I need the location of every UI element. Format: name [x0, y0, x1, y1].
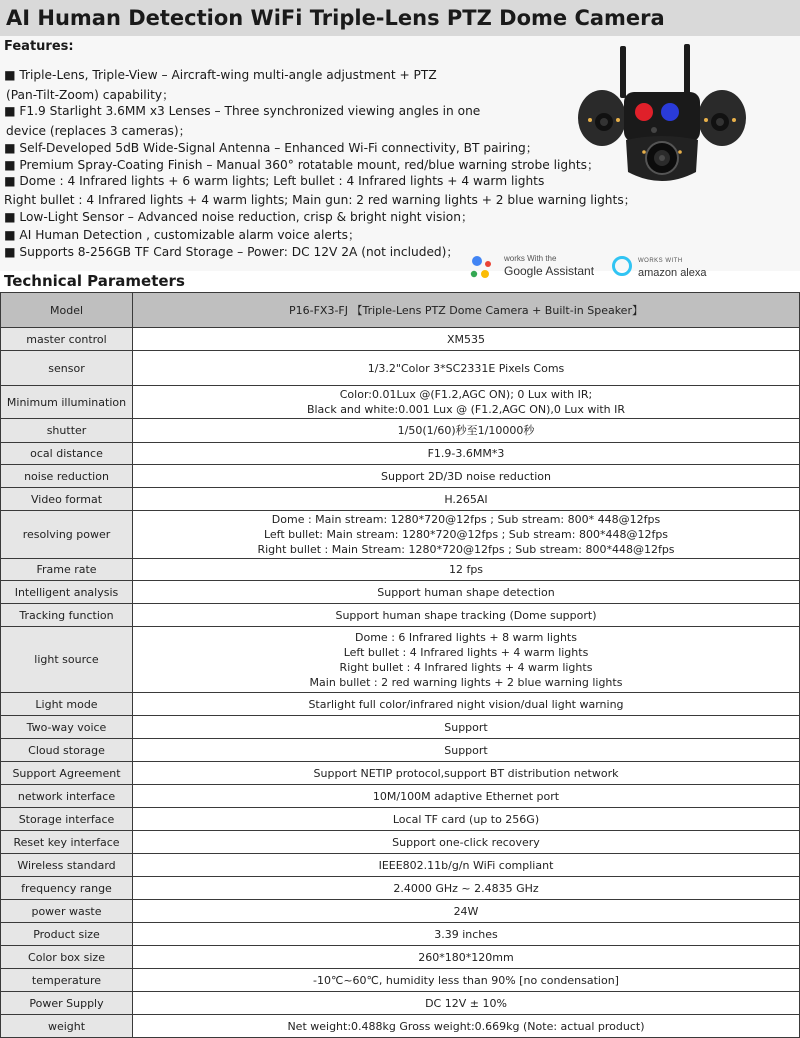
param-label: Tracking function [1, 604, 133, 627]
param-value-line: XM535 [446, 332, 486, 346]
feature-line: ■ F1.9 Starlight 3.6MM x3 Lenses – Three synchronized viewing angles in one [4, 104, 481, 118]
feature-line: ■ Self-Developed 5dB Wide-Signal Antenna – Enhanced Wi-Fi connectivity, BT pairing； [4, 141, 538, 155]
table-row [1, 831, 800, 854]
alexa-badge-text: amazon alexa [638, 267, 707, 279]
google-assistant-badge [468, 252, 608, 282]
param-value-line: 24W [453, 904, 479, 918]
param-value-line: Support 2D/3D noise reduction [381, 469, 551, 483]
param-value [133, 900, 800, 923]
param-label: resolving power [1, 511, 133, 559]
param-value-line: IEEE802.11b/g/n WiFi compliant [378, 858, 554, 872]
param-value-line: Support [444, 720, 488, 734]
param-value [133, 559, 800, 581]
param-value [133, 785, 800, 808]
param-label: network interface [1, 785, 133, 808]
table-row [1, 762, 800, 785]
param-value [133, 716, 800, 739]
table-row [1, 386, 800, 419]
param-value-line: F1.9-3.6MM*3 [427, 447, 505, 460]
feature-line: device (replaces 3 cameras)； [6, 124, 191, 138]
param-value-line: Support human shape detection [377, 585, 555, 599]
param-value [133, 946, 800, 969]
param-value-line: Left bullet : 4 Infrared lights + 4 warm lights [343, 645, 589, 659]
param-value-line: Main bullet : 2 red warning lights + 2 blue warning lights [309, 675, 623, 689]
param-value-line: Support human shape tracking (Dome support) [335, 608, 597, 622]
antenna-left-icon [620, 46, 626, 98]
table-row [1, 808, 800, 831]
param-value [133, 808, 800, 831]
param-value [133, 739, 800, 762]
table-row [1, 419, 800, 443]
param-value [133, 877, 800, 900]
feature-line: ■ Low-Light Sensor – Advanced noise reduction, crisp & bright night vision； [4, 210, 474, 224]
table-row [1, 992, 800, 1015]
table-row [1, 716, 800, 739]
param-value-line: Support [444, 743, 488, 757]
param-value [133, 969, 800, 992]
param-value-line: 1/3.2"Color 3*SC2331E Pixels Coms [367, 361, 565, 375]
param-value-line: Black and white:0.001 Lux @ (F1.2,AGC ON),0 Lux with IR [306, 403, 626, 416]
param-label: temperature [1, 969, 133, 992]
table-row [1, 900, 800, 923]
feature-line: (Pan-Tilt-Zoom) capability； [6, 88, 175, 102]
table-row [1, 328, 800, 351]
technical-parameters-heading: Technical Parameters [4, 272, 185, 290]
param-label: Video format [1, 488, 133, 511]
param-value [133, 328, 800, 351]
param-label: Cloud storage [1, 739, 133, 762]
alexa-badge-small-text: WORKS WITH [638, 258, 683, 264]
table-row [1, 604, 800, 627]
param-value [133, 693, 800, 716]
param-value-line: Right bullet : 4 Infrared lights + 4 warm lights [339, 660, 593, 674]
google-badge-text: Google Assistant [504, 264, 595, 278]
google-badge-small-text: works With the [504, 254, 557, 263]
param-value [133, 511, 800, 559]
table-row [1, 581, 800, 604]
table-header-label: Model [1, 293, 133, 328]
param-label: sensor [1, 351, 133, 386]
param-value [133, 762, 800, 785]
table-row [1, 351, 800, 386]
param-label: master control [1, 328, 133, 351]
camera-product-image [572, 40, 752, 190]
param-value-line: Starlight full color/infrared night vision/dual light warning [308, 697, 624, 711]
param-value-line: -10℃~60℃, humidity less than 90% [no condensation] [313, 973, 619, 987]
table-row [1, 1015, 800, 1038]
param-value-line: 3.39 inches [434, 927, 498, 941]
param-label: Color box size [1, 946, 133, 969]
table-header-row [1, 293, 800, 328]
param-value-line: 260*180*120mm [418, 950, 514, 964]
feature-line: ■ Triple-Lens, Triple-View – Aircraft-wing multi-angle adjustment + PTZ [4, 68, 437, 82]
table-row [1, 465, 800, 488]
table-row [1, 923, 800, 946]
technical-parameters-table [0, 292, 800, 1038]
param-label: weight [1, 1015, 133, 1038]
param-value-line: Dome : 6 Infrared lights + 8 warm lights [355, 630, 577, 644]
feature-line: ■ Premium Spray-Coating Finish – Manual 360° rotatable mount, red/blue warning strobe lights； [4, 158, 600, 172]
table-row [1, 693, 800, 716]
param-value-line: 12 fps [448, 563, 484, 576]
param-value [133, 992, 800, 1015]
param-label: Intelligent analysis [1, 581, 133, 604]
param-value-line: Support NETIP protocol,support BT distribution network [313, 766, 619, 780]
param-value-line: H.265AI [444, 492, 488, 506]
table-row [1, 488, 800, 511]
param-label: Power Supply [1, 992, 133, 1015]
param-value-line: Right bullet : Main Stream: 1280*720@12fps ; Sub stream: 800*448@12fps [257, 543, 675, 556]
param-value [133, 386, 800, 419]
feature-line: ■ AI Human Detection , customizable alarm voice alerts； [4, 228, 361, 242]
param-label: ocal distance [1, 443, 133, 465]
table-row [1, 969, 800, 992]
blue-strobe-icon [661, 103, 679, 121]
param-value-line: 1/50(1/60)秒至1/10000秒 [397, 424, 535, 437]
param-value [133, 419, 800, 443]
param-value [133, 627, 800, 693]
param-label: noise reduction [1, 465, 133, 488]
table-header-value: P16-FX3-FJ 【Triple-Lens PTZ Dome Camera + Built-in Speaker】 [133, 293, 800, 328]
param-value [133, 443, 800, 465]
features-heading: Features: [4, 39, 74, 54]
table-row [1, 627, 800, 693]
param-value [133, 1015, 800, 1038]
table-row [1, 785, 800, 808]
param-label: Wireless standard [1, 854, 133, 877]
google-assistant-icon [468, 252, 498, 282]
param-value [133, 488, 800, 511]
param-label: Light mode [1, 693, 133, 716]
param-value-line: DC 12V ± 10% [425, 996, 507, 1010]
param-label: Frame rate [1, 559, 133, 581]
feature-line: ■ Supports 8-256GB TF Card Storage – Power: DC 12V 2A (not included)； [4, 245, 459, 259]
param-value [133, 351, 800, 386]
param-label: light source [1, 627, 133, 693]
table-row [1, 877, 800, 900]
param-label: Minimum illumination [1, 386, 133, 419]
feature-line: ■ Dome : 4 Infrared lights + 6 warm lights; Left bullet : 4 Infrared lights + 4 warm lights [4, 174, 545, 188]
table-row [1, 946, 800, 969]
param-value-line: Local TF card (up to 256G) [392, 812, 540, 826]
table-row [1, 443, 800, 465]
param-value-line: Dome : Main stream: 1280*720@12fps ; Sub stream: 800* 448@12fps [271, 513, 661, 526]
param-value [133, 581, 800, 604]
param-value-line: Color:0.01Lux @(F1.2,AGC ON); 0 Lux with IR; [339, 388, 593, 401]
table-row [1, 511, 800, 559]
param-value [133, 831, 800, 854]
param-value-line: 2.4000 GHz ~ 2.4835 GHz [393, 881, 539, 895]
param-value-line: Support one-click recovery [392, 835, 540, 849]
param-label: shutter [1, 419, 133, 443]
param-label: Reset key interface [1, 831, 133, 854]
param-label: Storage interface [1, 808, 133, 831]
param-value [133, 604, 800, 627]
param-value-line: Net weight:0.488kg Gross weight:0.669kg (Note: actual product) [287, 1019, 645, 1033]
param-label: Product size [1, 923, 133, 946]
param-value-line: 10M/100M adaptive Ethernet port [372, 789, 560, 803]
param-value-line: Left bullet: Main stream: 1280*720@12fps ; Sub stream: 800*448@12fps [263, 528, 669, 541]
param-value [133, 465, 800, 488]
param-value [133, 854, 800, 877]
alexa-badge [612, 252, 742, 282]
antenna-right-icon [684, 44, 690, 98]
param-label: frequency range [1, 877, 133, 900]
red-strobe-icon [635, 103, 653, 121]
table-row [1, 559, 800, 581]
feature-line: Right bullet : 4 Infrared lights + 4 warm lights; Main gun: 2 red warning lights + 2 blue warning lights； [4, 193, 636, 207]
table-row [1, 739, 800, 762]
page-title: AI Human Detection WiFi Triple-Lens PTZ Dome Camera [0, 0, 800, 36]
alexa-icon [612, 256, 632, 276]
param-label: power waste [1, 900, 133, 923]
param-label: Two-way voice [1, 716, 133, 739]
table-row [1, 854, 800, 877]
param-label: Support Agreement [1, 762, 133, 785]
param-value [133, 923, 800, 946]
features-section [0, 36, 800, 279]
